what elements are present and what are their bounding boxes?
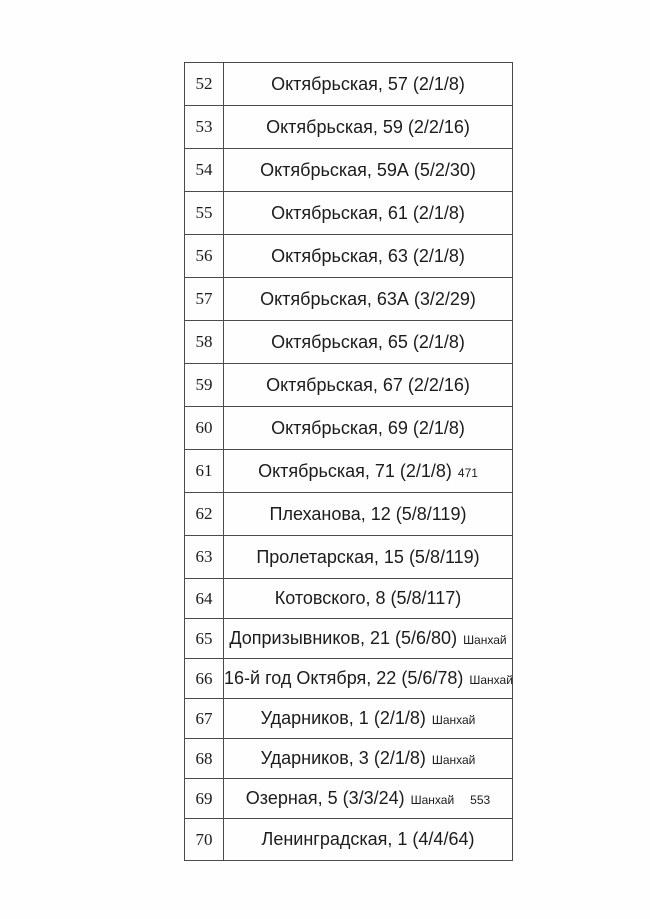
address-note: Шанхай — [469, 673, 513, 687]
row-number-cell: 55 — [185, 192, 224, 235]
row-number-cell: 60 — [185, 407, 224, 450]
address-text: Ленинградская, 1 (4/4/64) — [261, 829, 475, 849]
address-text: Ударников, 3 (2/1/8) — [260, 748, 426, 768]
address-text: Октябрьская, 63 (2/1/8) — [271, 245, 465, 266]
address-text: Октябрьская, 65 (2/1/8) — [271, 331, 465, 352]
address-cell — [224, 192, 513, 235]
table-row — [185, 659, 513, 699]
row-number-cell: 69 — [185, 779, 224, 819]
address-cell — [224, 63, 513, 106]
address-table — [184, 62, 513, 861]
address-cell — [224, 407, 513, 450]
address-cell — [224, 106, 513, 149]
address-note: Шанхай — [431, 713, 476, 727]
row-number-cell: 52 — [185, 63, 224, 106]
row-number-cell: 68 — [185, 739, 224, 779]
address-table-body — [185, 63, 513, 861]
address-note: Шанхай — [410, 793, 455, 807]
address-text: Октябрьская, 61 (2/1/8) — [271, 202, 465, 223]
row-number-cell: 64 — [185, 579, 224, 619]
table-row — [185, 579, 513, 619]
address-cell — [224, 779, 513, 819]
row-number-cell: 53 — [185, 106, 224, 149]
row-number-cell: 57 — [185, 278, 224, 321]
row-number-cell: 54 — [185, 149, 224, 192]
table-row — [185, 235, 513, 278]
row-number-cell: 70 — [185, 819, 224, 861]
table-row — [185, 450, 513, 493]
table-row — [185, 63, 513, 106]
address-cell — [224, 149, 513, 192]
row-number-cell: 58 — [185, 321, 224, 364]
table-row — [185, 536, 513, 579]
row-number-cell: 67 — [185, 699, 224, 739]
table-row — [185, 819, 513, 861]
row-number-cell: 66 — [185, 659, 224, 699]
address-text: Октябрьская, 57 (2/1/8) — [271, 73, 465, 94]
table-row — [185, 493, 513, 536]
address-note-secondary: 553 — [470, 793, 491, 807]
address-cell — [224, 659, 513, 699]
table-row — [185, 149, 513, 192]
row-number-cell: 59 — [185, 364, 224, 407]
table-row — [185, 278, 513, 321]
address-text: Октябрьская, 69 (2/1/8) — [271, 417, 465, 438]
table-row — [185, 106, 513, 149]
address-note: Шанхай — [431, 753, 476, 767]
address-cell — [224, 699, 513, 739]
row-number-cell: 56 — [185, 235, 224, 278]
address-text: Пролетарская, 15 (5/8/119) — [256, 546, 480, 567]
address-note: Шанхай — [463, 633, 507, 647]
address-text: Октябрьская, 71 (2/1/8) — [258, 460, 452, 481]
address-note: 471 — [457, 465, 478, 480]
address-cell — [224, 364, 513, 407]
address-cell — [224, 536, 513, 579]
row-number-cell: 63 — [185, 536, 224, 579]
address-text: Октябрьская, 67 (2/2/16) — [266, 374, 470, 395]
address-text: Октябрьская, 59А (5/2/30) — [260, 159, 476, 180]
address-text: Ударников, 1 (2/1/8) — [260, 708, 426, 728]
table-row — [185, 739, 513, 779]
address-text: Озерная, 5 (3/3/24) — [245, 788, 405, 808]
address-cell — [224, 493, 513, 536]
address-cell — [224, 739, 513, 779]
address-cell — [224, 819, 513, 861]
table-row — [185, 364, 513, 407]
row-number-cell: 65 — [185, 619, 224, 659]
table-row — [185, 619, 513, 659]
address-text: Плеханова, 12 (5/8/119) — [269, 503, 467, 524]
address-cell — [224, 278, 513, 321]
address-cell — [224, 450, 513, 493]
address-text: Октябрьская, 59 (2/2/16) — [266, 116, 470, 137]
address-cell — [224, 321, 513, 364]
table-row — [185, 321, 513, 364]
address-cell — [224, 235, 513, 278]
address-text: Октябрьская, 63А (3/2/29) — [260, 288, 476, 309]
row-number-cell: 61 — [185, 450, 224, 493]
address-cell — [224, 579, 513, 619]
address-text: 16-й год Октября, 22 (5/6/78) — [224, 668, 464, 688]
address-text: Котовского, 8 (5/8/117) — [274, 588, 462, 608]
table-row — [185, 407, 513, 450]
table-row — [185, 779, 513, 819]
table-row — [185, 699, 513, 739]
address-cell — [224, 619, 513, 659]
row-number-cell: 62 — [185, 493, 224, 536]
table-row — [185, 192, 513, 235]
address-text: Допризывников, 21 (5/6/80) — [229, 628, 458, 648]
